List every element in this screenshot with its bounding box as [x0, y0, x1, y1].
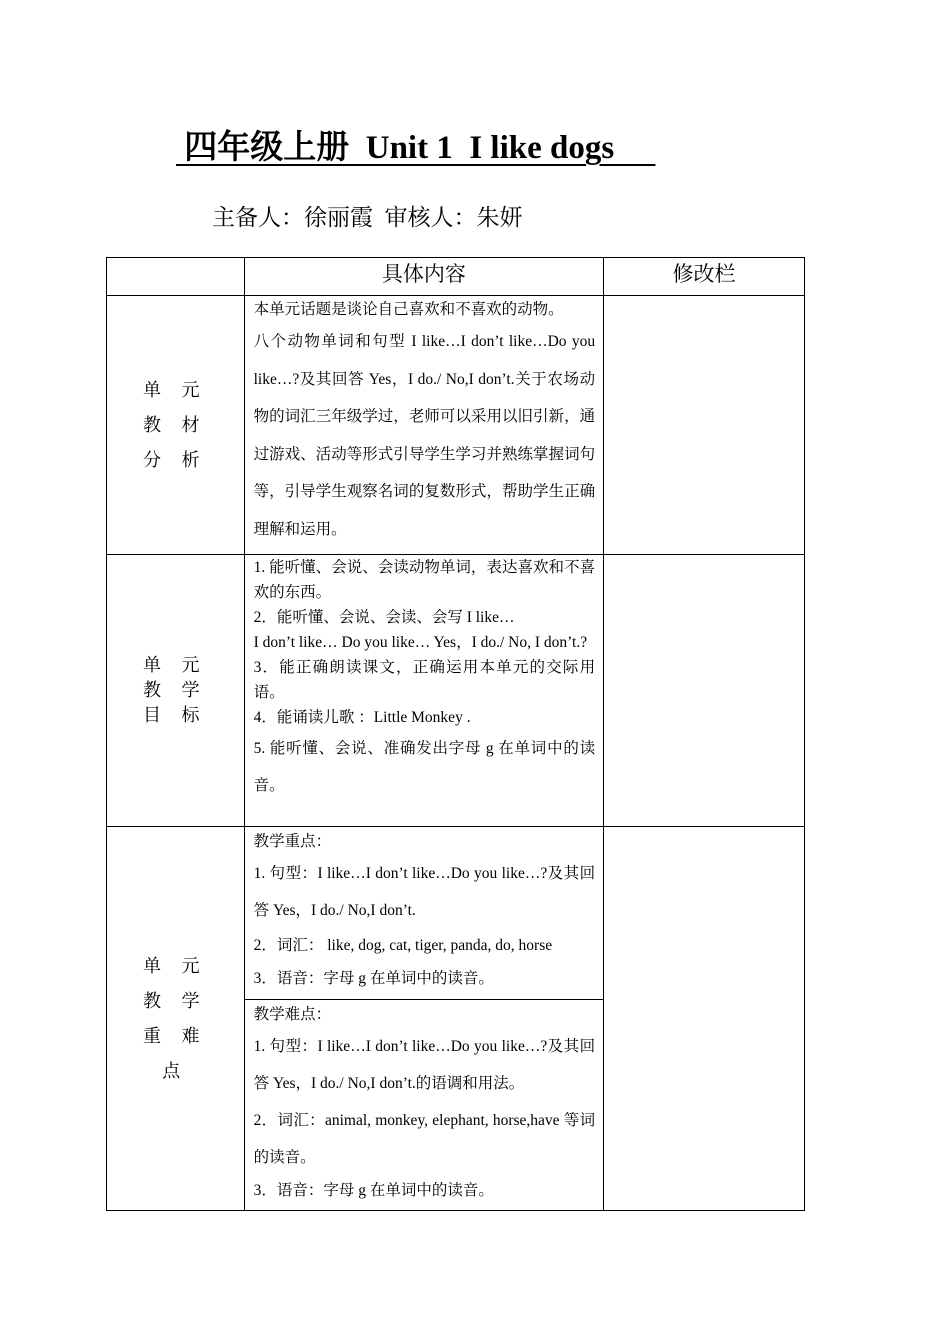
table-row-teaching-goals	[107, 555, 805, 827]
paragraph: 本单元话题是谈论自己喜欢和不喜欢的动物。	[253, 301, 564, 318]
label-line: 单 元	[143, 955, 208, 976]
paragraph: 八个动物单词和句型 I like…I don’t like…Do you like…?及其回答 Yes，I do./ No,I don’t.关于农场动物的词汇三年级学过，老师可以采用以旧引新，通过游戏、活动等形式引导学生学习并熟练掌握词句等，引导学生观察名词的复数形式，帮助学生正确理解和运用。	[253, 333, 596, 538]
key-point-item: 教学重点：	[253, 833, 332, 850]
difficult-point-item: 3．语音：字母 g 在单词中的读音。	[253, 1182, 494, 1199]
key-point-item: 1. 句型：I like…I don’t like…Do you like…?及其回答 Yes，I do./ No,I don’t.	[253, 865, 596, 919]
key-point-item: 3．语音：字母 g 在单词中的读音。	[253, 970, 494, 987]
goal-item: 2．能听懂、会说、会读、会写 I like…	[253, 609, 515, 626]
table-row-key-difficult-points	[107, 827, 805, 1211]
table-header-row	[107, 258, 805, 296]
label-line: 目 标	[143, 705, 208, 725]
key-point-item: 2．词汇： like, dog, cat, tiger, panda, do, horse	[253, 937, 553, 954]
difficult-point-item: 1. 句型：I like…I don’t like…Do you like…?及其回答 Yes，I do./ No,I don’t.的语调和用法。	[253, 1038, 596, 1092]
label-line: 教 学	[143, 990, 208, 1011]
goal-item: 1. 能听懂、会说、会读动物单词，表达喜欢和不喜欢的东西。	[253, 559, 596, 601]
table-row-material-analysis	[107, 296, 805, 555]
label-line: 教 学	[143, 680, 208, 700]
label-key-difficult-points	[107, 827, 245, 1211]
label-teaching-goals	[107, 555, 245, 827]
revision-cell[interactable]	[604, 827, 805, 1211]
difficult-point-item: 教学难点：	[253, 1006, 332, 1023]
label-material-analysis	[107, 296, 245, 555]
goal-item: 4．能诵读儿歌 ：Little Monkey .	[253, 709, 471, 726]
header-blank-cell	[107, 258, 245, 296]
label-line: 点	[162, 1060, 189, 1081]
label-line: 单 元	[143, 379, 208, 400]
label-line: 教 材	[143, 414, 208, 435]
material-analysis-content	[244, 296, 604, 555]
label-line: 单 元	[143, 655, 208, 675]
label-line: 分 析	[143, 449, 208, 470]
page-title: 四年级上册 Unit 1 I like dogs	[176, 130, 656, 166]
goal-item: 5. 能听懂、会说、准确发出字母 g 在单词中的读音。	[253, 740, 596, 794]
goal-item: I don’t like… Do you like… Yes，I do./ No, I don’t.?	[253, 634, 588, 651]
difficult-points-section	[245, 999, 604, 1208]
key-difficult-points-content	[244, 827, 604, 1211]
header-content: 具体内容	[244, 258, 604, 296]
difficult-point-item: 2．词汇：animal, monkey, elephant, horse,have 等词的读音。	[253, 1112, 596, 1166]
preparers-line: 主备人：徐丽霞 审核人：朱妍	[212, 205, 523, 230]
lesson-plan-table	[106, 257, 805, 1211]
goal-item: 3．能正确朗读课文，正确运用本单元的交际用语。	[253, 659, 596, 701]
revision-cell[interactable]	[604, 296, 805, 555]
revision-cell[interactable]	[604, 555, 805, 827]
header-revisions: 修改栏	[604, 258, 805, 296]
label-line: 重 难	[143, 1025, 208, 1046]
key-points-section	[245, 827, 604, 999]
teaching-goals-content	[244, 555, 604, 827]
